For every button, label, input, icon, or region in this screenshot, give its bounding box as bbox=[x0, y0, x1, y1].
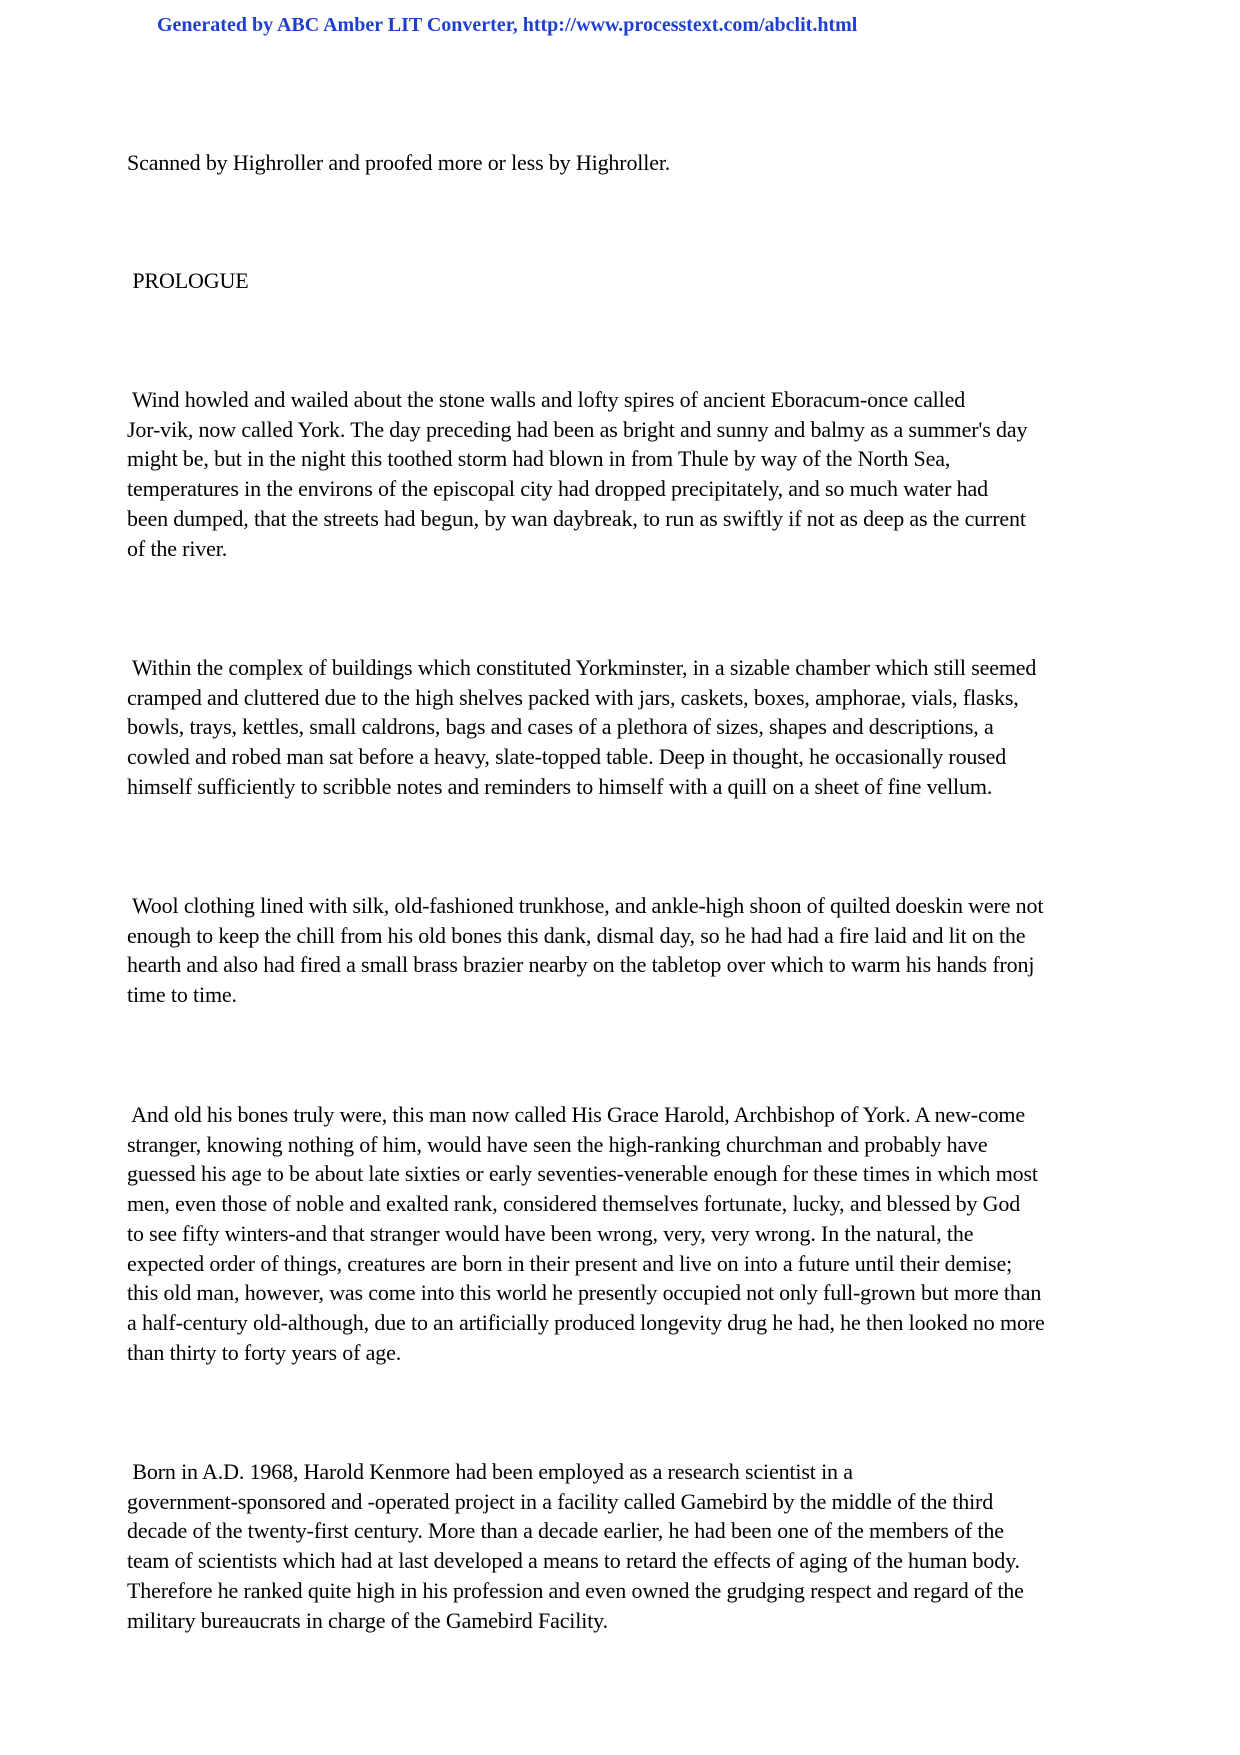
text-line: Wool clothing lined with silk, old-fashioned trunkhose, and ankle-high shoon of quilted doeskin were not bbox=[127, 893, 1044, 918]
text-line: cowled and robed man sat before a heavy, slate-topped table. Deep in thought, he occasionally roused bbox=[127, 744, 1007, 770]
text-line: Within the complex of buildings which constituted Yorkminster, in a sizable chamber which still seemed bbox=[127, 655, 1037, 680]
text-line: government-sponsored and -operated project in a facility called Gamebird by the middle of the third bbox=[127, 1488, 994, 1514]
paragraph-3 bbox=[127, 891, 1127, 1010]
scan-note: Scanned by Highroller and proofed more or less by Highroller. bbox=[127, 150, 671, 175]
text-line: decade of the twenty-first century. More than a decade earlier, he had been one of the members of the bbox=[127, 1518, 1004, 1544]
text-line: to see fifty winters-and that stranger would have been wrong, very, very wrong. In the natural, the bbox=[127, 1220, 974, 1246]
text-line: expected order of things, creatures are born in their present and live on into a future until their demise; bbox=[127, 1250, 1013, 1276]
text-line: cramped and cluttered due to the high shelves packed with jars, caskets, boxes, amphorae, vials, flasks, bbox=[127, 684, 1019, 710]
text-line: than thirty to forty years of age. bbox=[127, 1339, 402, 1365]
text-line: time to time. bbox=[127, 982, 237, 1008]
text-line: hearth and also had fired a small brass brazier nearby on the tabletop over which to warm his hands fronj bbox=[127, 952, 1035, 978]
text-line: might be, but in the night this toothed storm had blown in from Thule by way of the North Sea, bbox=[127, 446, 951, 472]
paragraph-1 bbox=[127, 385, 1127, 563]
text-line: bowls, trays, kettles, small caldrons, bags and cases of a plethora of sizes, shapes and descriptions, a bbox=[127, 714, 994, 740]
paragraph-4 bbox=[127, 1100, 1127, 1367]
paragraph-2 bbox=[127, 653, 1127, 802]
text-line: And old his bones truly were, this man now called His Grace Harold, Archbishop of York. A new-come bbox=[127, 1102, 1026, 1127]
text-line: himself sufficiently to scribble notes and reminders to himself with a quill on a sheet of fine vellum. bbox=[127, 773, 993, 799]
converter-link[interactable]: Generated by ABC Amber LIT Converter, http://www.processtext.com/abclit.html bbox=[157, 14, 858, 36]
text-line: stranger, knowing nothing of him, would have seen the high-ranking churchman and probably have bbox=[127, 1131, 988, 1157]
text-line: enough to keep the chill from his old bones this dank, dismal day, so he had had a fire laid and lit on the bbox=[127, 922, 1026, 948]
text-line: temperatures in the environs of the episcopal city had dropped precipitately, and so much water had bbox=[127, 476, 988, 502]
text-line: Therefore he ranked quite high in his profession and even owned the grudging respect and regard of the bbox=[127, 1577, 1024, 1603]
text-line: a half-century old-although, due to an artificially produced longevity drug he had, he then looked no more bbox=[127, 1309, 1045, 1335]
text-line: been dumped, that the streets had begun, by wan daybreak, to run as swiftly if not as deep as the current bbox=[127, 505, 1026, 531]
text-line: military bureaucrats in charge of the Gamebird Facility. bbox=[127, 1607, 608, 1633]
paragraph-5 bbox=[127, 1457, 1127, 1635]
text-line: Jor-vik, now called York. The day preceding had been as bright and sunny and balmy as a summer's day bbox=[127, 416, 1028, 442]
text-line: men, even those of noble and exalted rank, considered themselves fortunate, lucky, and blessed by God bbox=[127, 1191, 1021, 1217]
text-line: Wind howled and wailed about the stone walls and lofty spires of ancient Eboracum-once called bbox=[127, 387, 966, 412]
text-line: guessed his age to be about late sixties or early seventies-venerable enough for these times in which most bbox=[127, 1161, 1038, 1187]
text-line: of the river. bbox=[127, 535, 228, 561]
text-line: Born in A.D. 1968, Harold Kenmore had been employed as a research scientist in a bbox=[127, 1459, 853, 1484]
text-line: this old man, however, was come into this world he presently occupied not only full-grown but more than bbox=[127, 1280, 1042, 1306]
text-line: team of scientists which had at last developed a means to retard the effects of aging of the human body. bbox=[127, 1548, 1020, 1574]
chapter-title: PROLOGUE bbox=[127, 268, 249, 293]
